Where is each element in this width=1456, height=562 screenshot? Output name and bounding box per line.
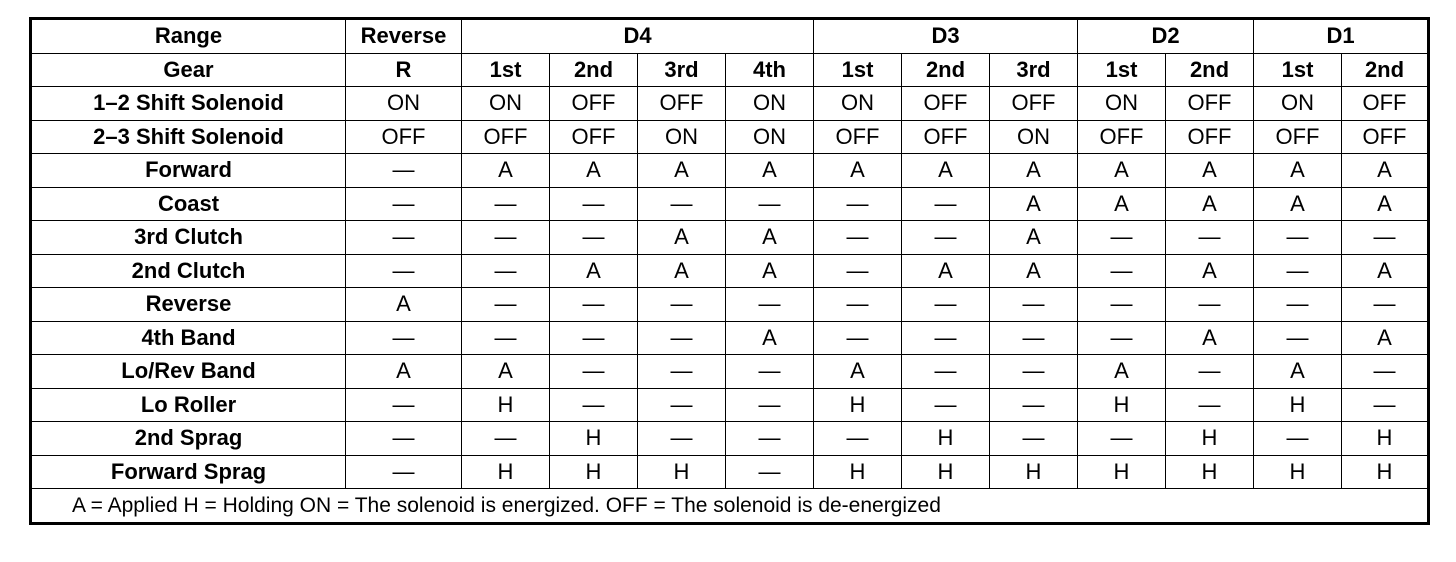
- table-cell: A: [726, 221, 814, 255]
- table-row: [31, 120, 1429, 154]
- table-cell: H: [990, 455, 1078, 489]
- row-label: Forward: [31, 154, 346, 188]
- table-cell: A: [1342, 154, 1429, 188]
- table-cell: —: [1342, 355, 1429, 389]
- gear-header: Gear: [31, 53, 346, 87]
- table-cell: A: [990, 187, 1078, 221]
- table-cell: OFF: [1166, 120, 1254, 154]
- table-cell: H: [1254, 388, 1342, 422]
- table-cell: A: [1254, 154, 1342, 188]
- table-cell: ON: [1078, 87, 1166, 121]
- table-cell: —: [1254, 288, 1342, 322]
- table-cell: A: [990, 254, 1078, 288]
- table-cell: OFF: [902, 120, 990, 154]
- table-cell: —: [1078, 254, 1166, 288]
- table-cell: —: [346, 321, 462, 355]
- table-cell: A: [638, 254, 726, 288]
- table-cell: —: [638, 187, 726, 221]
- table-row: [31, 87, 1429, 121]
- table-cell: —: [1342, 221, 1429, 255]
- gear-cell: 2nd: [1166, 53, 1254, 87]
- table-cell: —: [902, 288, 990, 322]
- table-row: [31, 288, 1429, 322]
- table-cell: —: [346, 187, 462, 221]
- table-cell: —: [726, 455, 814, 489]
- table-cell: A: [726, 154, 814, 188]
- table-cell: —: [346, 388, 462, 422]
- table-cell: A: [1078, 355, 1166, 389]
- table-cell: OFF: [346, 120, 462, 154]
- range-header: Range: [31, 19, 346, 54]
- table-cell: ON: [462, 87, 550, 121]
- table-row: [31, 154, 1429, 188]
- table-cell: —: [990, 321, 1078, 355]
- table-cell: A: [1166, 321, 1254, 355]
- table-cell: —: [462, 221, 550, 255]
- table-cell: —: [990, 288, 1078, 322]
- table-cell: A: [990, 154, 1078, 188]
- table-cell: —: [814, 221, 902, 255]
- table-cell: H: [814, 455, 902, 489]
- table-cell: —: [462, 254, 550, 288]
- table-row: [31, 254, 1429, 288]
- table-cell: A: [1166, 154, 1254, 188]
- table-cell: —: [1254, 254, 1342, 288]
- table-cell: —: [550, 321, 638, 355]
- table-cell: —: [1078, 288, 1166, 322]
- apply-chart: [29, 17, 1430, 525]
- table-cell: OFF: [638, 87, 726, 121]
- table-cell: —: [1342, 388, 1429, 422]
- table-cell: —: [462, 187, 550, 221]
- table-cell: H: [462, 388, 550, 422]
- gear-cell: 1st: [1078, 53, 1166, 87]
- table-cell: —: [462, 288, 550, 322]
- row-label: Reverse: [31, 288, 346, 322]
- table-cell: A: [814, 154, 902, 188]
- row-label: 2–3 Shift Solenoid: [31, 120, 346, 154]
- table-cell: A: [902, 254, 990, 288]
- table-cell: —: [1078, 221, 1166, 255]
- row-label: 2nd Clutch: [31, 254, 346, 288]
- table-cell: —: [638, 388, 726, 422]
- gear-cell: 1st: [1254, 53, 1342, 87]
- table-row: [31, 455, 1429, 489]
- table-cell: —: [1078, 321, 1166, 355]
- table-cell: H: [1342, 455, 1429, 489]
- table-cell: A: [990, 221, 1078, 255]
- table-cell: A: [462, 154, 550, 188]
- table-cell: A: [814, 355, 902, 389]
- table-cell: A: [550, 254, 638, 288]
- table-row: [31, 355, 1429, 389]
- legend-text: A = Applied H = Holding ON = The solenoid is energized. OFF = The solenoid is de-energized: [31, 489, 1429, 524]
- table-cell: ON: [1254, 87, 1342, 121]
- table-cell: A: [902, 154, 990, 188]
- table-cell: A: [1342, 254, 1429, 288]
- table-cell: A: [638, 154, 726, 188]
- table-cell: —: [1254, 221, 1342, 255]
- table-cell: —: [1254, 422, 1342, 456]
- table-cell: A: [1078, 154, 1166, 188]
- table-cell: —: [462, 321, 550, 355]
- table-cell: —: [462, 422, 550, 456]
- table-cell: —: [1254, 321, 1342, 355]
- table-cell: —: [1166, 288, 1254, 322]
- reverse-header: Reverse: [346, 19, 462, 54]
- table-cell: —: [1166, 221, 1254, 255]
- table-cell: OFF: [902, 87, 990, 121]
- table-cell: —: [726, 355, 814, 389]
- table-cell: A: [346, 355, 462, 389]
- table-cell: —: [990, 422, 1078, 456]
- apply-chart-table: [29, 17, 1430, 525]
- table-cell: H: [1166, 455, 1254, 489]
- table-cell: A: [1254, 355, 1342, 389]
- table-cell: A: [1166, 187, 1254, 221]
- table-cell: —: [346, 254, 462, 288]
- table-cell: —: [346, 221, 462, 255]
- table-cell: —: [550, 221, 638, 255]
- row-label: Lo/Rev Band: [31, 355, 346, 389]
- table-cell: —: [726, 388, 814, 422]
- table-row: [31, 388, 1429, 422]
- range-header-row: [31, 19, 1429, 54]
- table-cell: H: [1342, 422, 1429, 456]
- table-cell: —: [346, 422, 462, 456]
- table-cell: A: [346, 288, 462, 322]
- table-cell: —: [550, 355, 638, 389]
- table-cell: —: [814, 288, 902, 322]
- table-cell: OFF: [1254, 120, 1342, 154]
- table-cell: —: [814, 321, 902, 355]
- table-cell: —: [902, 355, 990, 389]
- table-cell: —: [550, 187, 638, 221]
- table-row: [31, 221, 1429, 255]
- table-cell: —: [550, 388, 638, 422]
- table-cell: H: [1078, 455, 1166, 489]
- table-cell: —: [990, 355, 1078, 389]
- d1-header: D1: [1254, 19, 1429, 54]
- table-row: [31, 187, 1429, 221]
- table-cell: —: [638, 422, 726, 456]
- table-cell: H: [1166, 422, 1254, 456]
- table-row: [31, 422, 1429, 456]
- table-cell: H: [462, 455, 550, 489]
- table-cell: H: [550, 422, 638, 456]
- table-cell: H: [550, 455, 638, 489]
- table-cell: —: [902, 388, 990, 422]
- gear-cell: 1st: [462, 53, 550, 87]
- table-cell: —: [726, 288, 814, 322]
- table-cell: ON: [990, 120, 1078, 154]
- d3-header: D3: [814, 19, 1078, 54]
- row-label: 1–2 Shift Solenoid: [31, 87, 346, 121]
- gear-cell: 1st: [814, 53, 902, 87]
- gear-header-row: [31, 53, 1429, 87]
- table-cell: H: [1078, 388, 1166, 422]
- row-label: Lo Roller: [31, 388, 346, 422]
- table-cell: ON: [726, 87, 814, 121]
- table-cell: OFF: [550, 87, 638, 121]
- row-label: Coast: [31, 187, 346, 221]
- table-cell: —: [550, 288, 638, 322]
- row-label: Forward Sprag: [31, 455, 346, 489]
- table-cell: ON: [726, 120, 814, 154]
- table-cell: —: [726, 422, 814, 456]
- table-cell: —: [1342, 288, 1429, 322]
- table-cell: —: [902, 321, 990, 355]
- table-cell: A: [1342, 187, 1429, 221]
- table-cell: —: [814, 254, 902, 288]
- gear-cell: 3rd: [638, 53, 726, 87]
- table-cell: —: [814, 422, 902, 456]
- table-cell: H: [638, 455, 726, 489]
- table-cell: OFF: [462, 120, 550, 154]
- table-cell: OFF: [1342, 87, 1429, 121]
- row-label: 3rd Clutch: [31, 221, 346, 255]
- gear-cell: 3rd: [990, 53, 1078, 87]
- gear-cell: 2nd: [1342, 53, 1429, 87]
- table-cell: OFF: [1166, 87, 1254, 121]
- gear-cell: 2nd: [550, 53, 638, 87]
- table-cell: OFF: [814, 120, 902, 154]
- row-label: 4th Band: [31, 321, 346, 355]
- table-cell: H: [814, 388, 902, 422]
- table-cell: A: [462, 355, 550, 389]
- table-cell: A: [726, 321, 814, 355]
- table-cell: —: [814, 187, 902, 221]
- gear-cell: 2nd: [902, 53, 990, 87]
- gear-cell: 4th: [726, 53, 814, 87]
- table-cell: —: [638, 355, 726, 389]
- table-cell: A: [1254, 187, 1342, 221]
- table-cell: —: [638, 321, 726, 355]
- table-cell: —: [990, 388, 1078, 422]
- row-label: 2nd Sprag: [31, 422, 346, 456]
- table-cell: A: [1078, 187, 1166, 221]
- table-cell: OFF: [1342, 120, 1429, 154]
- table-cell: ON: [814, 87, 902, 121]
- table-cell: —: [638, 288, 726, 322]
- table-cell: A: [550, 154, 638, 188]
- table-cell: H: [1254, 455, 1342, 489]
- table-cell: —: [902, 187, 990, 221]
- legend-row: [31, 489, 1429, 524]
- table-cell: —: [1166, 355, 1254, 389]
- table-cell: H: [902, 455, 990, 489]
- table-cell: —: [902, 221, 990, 255]
- d2-header: D2: [1078, 19, 1254, 54]
- table-cell: ON: [638, 120, 726, 154]
- table-cell: —: [346, 154, 462, 188]
- table-cell: —: [346, 455, 462, 489]
- table-cell: OFF: [990, 87, 1078, 121]
- table-cell: —: [1166, 388, 1254, 422]
- table-cell: OFF: [1078, 120, 1166, 154]
- table-cell: —: [726, 187, 814, 221]
- table-cell: A: [638, 221, 726, 255]
- gear-cell: R: [346, 53, 462, 87]
- table-cell: —: [1078, 422, 1166, 456]
- table-row: [31, 321, 1429, 355]
- table-cell: A: [1166, 254, 1254, 288]
- component-rows: [31, 87, 1429, 489]
- d4-header: D4: [462, 19, 814, 54]
- table-cell: ON: [346, 87, 462, 121]
- table-cell: A: [726, 254, 814, 288]
- table-cell: A: [1342, 321, 1429, 355]
- table-cell: H: [902, 422, 990, 456]
- table-cell: OFF: [550, 120, 638, 154]
